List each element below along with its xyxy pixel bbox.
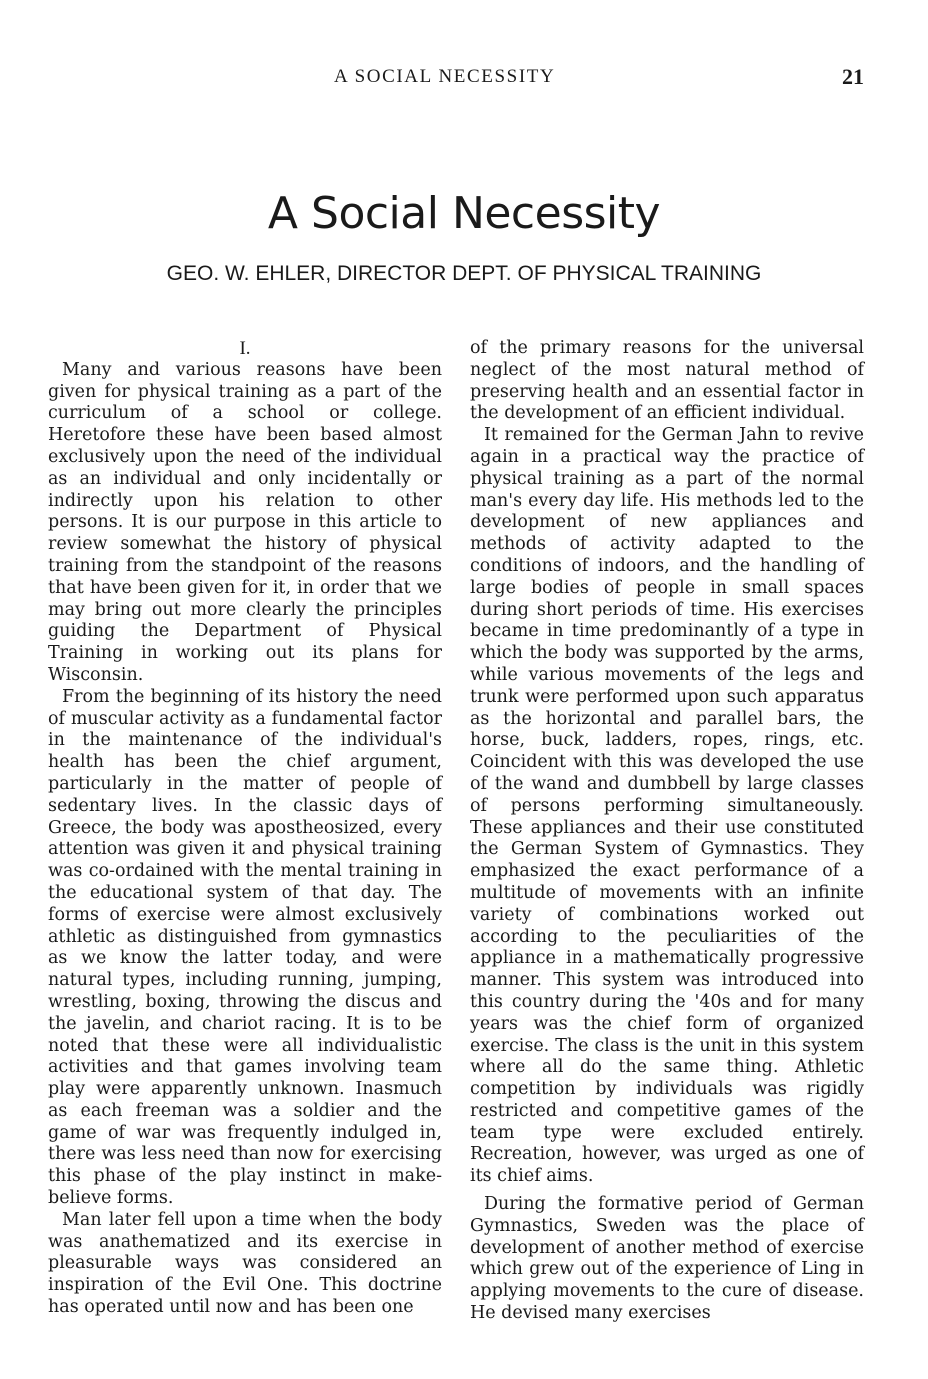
- page-number: 21: [842, 64, 864, 89]
- byline: GEO. W. EHLER, DIRECTOR DEPT. OF PHYSICAL TRAINING: [166, 262, 762, 285]
- paragraph: It remained for the German Jahn to revive again in a practical way the practice of physical training as a part of the normal man's every day life. His methods led to the development of new appliances and methods of activity adapted to the conditions of indoors, and the handling of large bodies of people in small spaces during short periods of time. His exercises became in time predominantly of a type in which the body was supported by the arms, while various movements of the legs and trunk were performed upon such apparatus as the horizontal and parallel bars, the horse, buck, ladders, ropes, rings, etc. Coincident with this was developed the use of the wand and dumbbell by large classes of persons performing simultaneously. These appliances and their use constituted the German System of Gymnastics. They emphasized the exact performance of a multitude of movements with an infinite variety of combinations worked out according to the peculiarities of the appliance in a mathematically progressive manner. This system was introduced into this country during the '40s and for many years was the chief form of organized exercise. The class is the unit in this system where all do the same thing. Athletic competition by individuals was rigidly restricted and competitive games of the team type were excluded entirely. Recreation, however, was urged as one of its chief aims.: [470, 425, 864, 1187]
- left-column: [48, 338, 442, 1319]
- article-title: A Social Necessity: [267, 188, 661, 239]
- paragraph: From the beginning of its history the need of muscular activity as a fundamental factor in the maintenance of the individual's health has been the chief argument, particularly in the matter of people of sedentary lives. In the classic days of Greece, the body was apostheosized, every attention was given it and physical training was co-ordained with the mental training in the educational system of that day. The forms of exercise were almost exclusively athletic as distinguished from gymnastics as we know the latter today, and were natural types, including running, jumping, wrestling, boxing, throwing the discus and the javelin, and chariot racing. It is to be noted that these were all individualistic activities and that games involving team play were apparently unknown. Inasmuch as each freeman was a soldier and the game of war was frequently indulged in, there was less need than now for exercising this phase of the play instinct in make-believe forms.: [48, 686, 442, 1209]
- running-head: [0, 66, 928, 96]
- paragraph: During the formative period of German Gymnastics, Sweden was the place of development of another method of exercise which grew out of the experience of Ling in applying movements to the cure of disease. He devised many exercises: [470, 1194, 864, 1324]
- paragraph: Many and various reasons have been given for physical training as a part of the curriculum of a school or college. Heretofore these have been based almost exclusively upon the need of the individual as an individual and only incidentally or indirectly upon his relation to other persons. It is our purpose in this article to review somewhat the history of physical training from the standpoint of the reasons that have been given for it, in order that we may bring out more clearly the principles guiding the Department of Physical Training in working out its plans for Wisconsin.: [48, 359, 442, 685]
- running-title: A SOCIAL NECESSITY: [334, 66, 556, 87]
- section-number: I.: [239, 338, 251, 359]
- paragraph: of the primary reasons for the universal neglect of the most natural method of preserving health and an essential factor in the development of an efficient individual.: [470, 338, 864, 424]
- right-column: [470, 338, 864, 1325]
- paragraph: Man later fell upon a time when the body was anathematized and its exercise in pleasurable ways was considered an inspiration of the Evil One. This doctrine has operated until now and has been one: [48, 1209, 442, 1318]
